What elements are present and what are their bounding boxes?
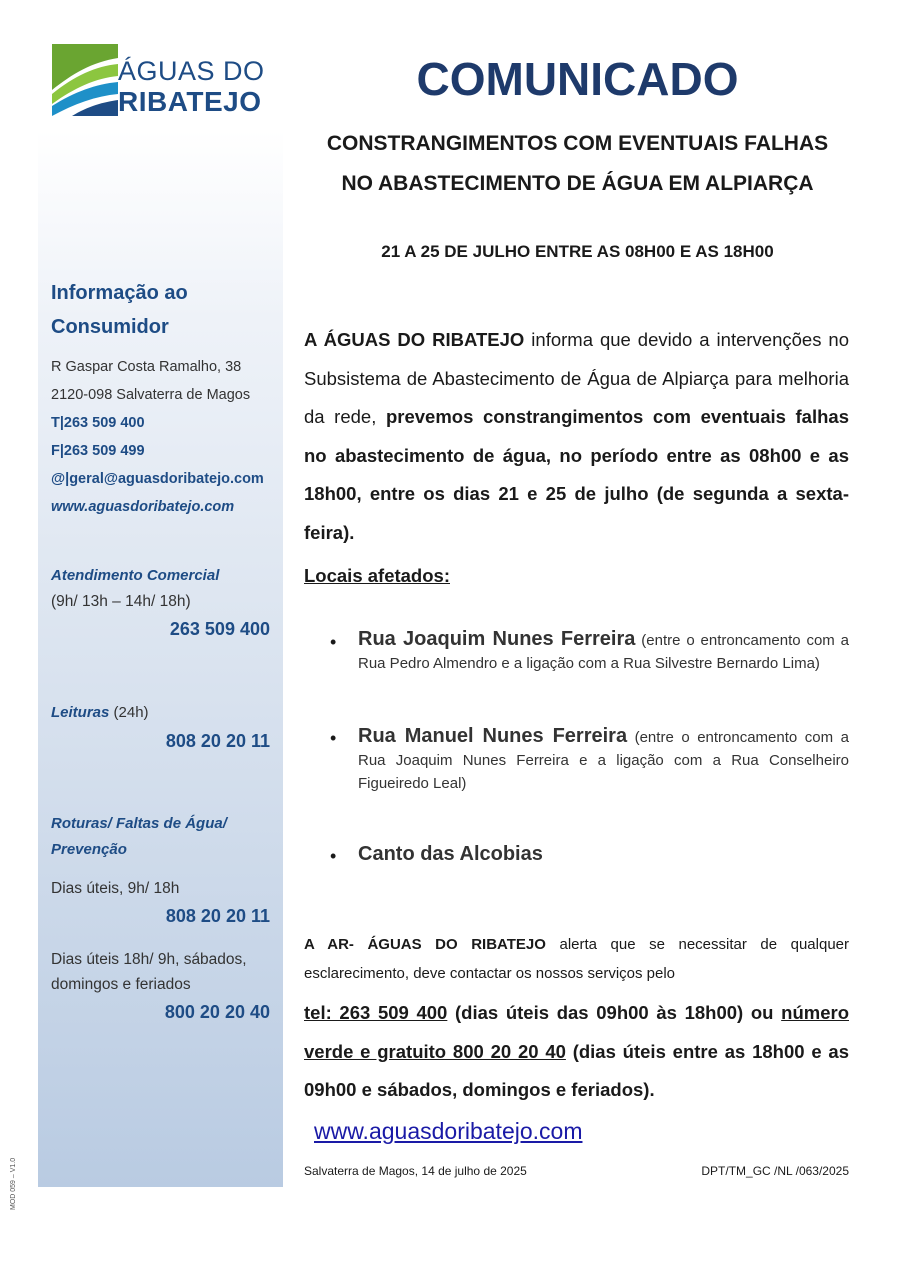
contact-text1: (dias úteis das 09h00 às 18h00) ou: [447, 1002, 782, 1023]
location-detail: (entre o entroncamento com a Rua Pedro Almendro e a ligação com a Rua Silvestre Bernardo Lima): [358, 632, 849, 672]
contact-text2: (dias úteis entre as 18h00 e as 09h00 e sábados, domingos e feriados).: [304, 1040, 849, 1101]
alert-paragraph: [304, 930, 849, 988]
website-link[interactable]: www.aguasdoribatejo.com: [314, 1118, 583, 1144]
footer-reference: DPT/TM_GC /NL /063/2025: [701, 1164, 849, 1178]
contact-paragraph: [304, 994, 849, 1110]
commercial-phone: 263 509 400: [169, 619, 270, 639]
logo-mark-icon: [52, 44, 118, 116]
locations-heading: Locais afetados:: [304, 565, 450, 586]
location-name: Rua Joaquim Nunes Ferreira: [358, 628, 636, 650]
location-name: Rua Manuel Nunes Ferreira: [358, 725, 628, 747]
paragraph-text: informa que devido a intervenções no Subsistema de Abastecimento de Água de Alpiarça para melhoria da rede,: [304, 329, 849, 428]
bullet-icon: •: [330, 632, 337, 652]
bullet-icon: •: [330, 846, 337, 866]
offhours-label-line2: domingos e feriados: [51, 976, 191, 993]
commercial-hours: (9h/ 13h – 14h/ 18h): [51, 593, 191, 610]
location-detail: (entre o entroncamento com a Rua Joaquim Nunes Ferreira e a ligação com a Rua Conselheiro Figueiredo Leal): [358, 729, 849, 792]
alert-company: A AR- ÁGUAS DO RIBATEJO: [304, 936, 546, 953]
form-code: MOD 059 – V1.0: [10, 1157, 17, 1210]
page-title: COMUNICADO: [416, 53, 739, 105]
date-range: 21 A 25 DE JULHO ENTRE AS 08H00 E AS 18H00: [381, 242, 774, 261]
website-line[interactable]: www.aguasdoribatejo.com: [51, 499, 235, 515]
subtitle-line2: NO ABASTECIMENTO DE ÁGUA EM ALPIARÇA: [341, 172, 814, 195]
list-item: [358, 628, 849, 675]
footer-place-date: Salvaterra de Magos, 14 de julho de 2025: [304, 1164, 527, 1178]
logo-text-line1: ÁGUAS DO: [118, 56, 265, 86]
logo-text-line2: RIBATEJO: [118, 86, 262, 117]
commercial-label: Atendimento Comercial: [51, 567, 220, 584]
list-item: [358, 843, 849, 867]
sidebar-title-line1: Informação ao: [51, 282, 188, 304]
address-line2: 2120-098 Salvaterra de Magos: [51, 387, 251, 403]
offhours-phone: 800 20 20 40: [164, 1002, 270, 1022]
readings-phone: 808 20 20 11: [165, 731, 270, 751]
fax-line: F|263 509 499: [51, 443, 145, 459]
announcement-paragraph: [304, 321, 849, 553]
readings-label-text: Leituras: [51, 704, 110, 721]
company-name: A ÁGUAS DO RIBATEJO: [304, 329, 525, 350]
sidebar-title-line2: Consumidor: [51, 316, 169, 338]
location-name: Canto das Alcobias: [358, 843, 543, 865]
ruptures-label-line2: Prevenção: [51, 841, 127, 858]
sidebar-title: [51, 276, 271, 344]
readings-label: [51, 704, 149, 721]
contact-freephone[interactable]: número verde e gratuito 800 20 20 40: [304, 1002, 849, 1062]
phone-line: T|263 509 400: [51, 415, 145, 431]
alert-text: alerta que se necessitar de qualquer esclarecimento, deve contactar os nossos serviços pelo: [304, 936, 849, 982]
list-item: [358, 725, 849, 795]
subtitle-line1: CONSTRANGIMENTOS COM EVENTUAIS FALHAS: [326, 132, 829, 155]
weekdays-label: Dias úteis, 9h/ 18h: [51, 880, 180, 897]
email-line[interactable]: @|geral@aguasdoribatejo.com: [51, 471, 264, 487]
contact-phone[interactable]: tel: 263 509 400: [304, 1002, 448, 1023]
ruptures-label-line1: Roturas/ Faltas de Água/: [51, 815, 227, 832]
bullet-icon: •: [330, 728, 337, 748]
paragraph-highlight: prevemos constrangimentos com eventuais falhas no abastecimento de água, no período entre as 08h00 e as 18h00, entre os dias 21 e 25 de julho (de segunda a sexta-feira).: [304, 406, 849, 543]
readings-hours: (24h): [113, 704, 149, 721]
weekdays-phone: 808 20 20 11: [165, 906, 270, 926]
offhours-label-line1: Dias úteis 18h/ 9h, sábados,: [51, 951, 247, 968]
address-line1: R Gaspar Costa Ramalho, 38: [51, 359, 242, 375]
